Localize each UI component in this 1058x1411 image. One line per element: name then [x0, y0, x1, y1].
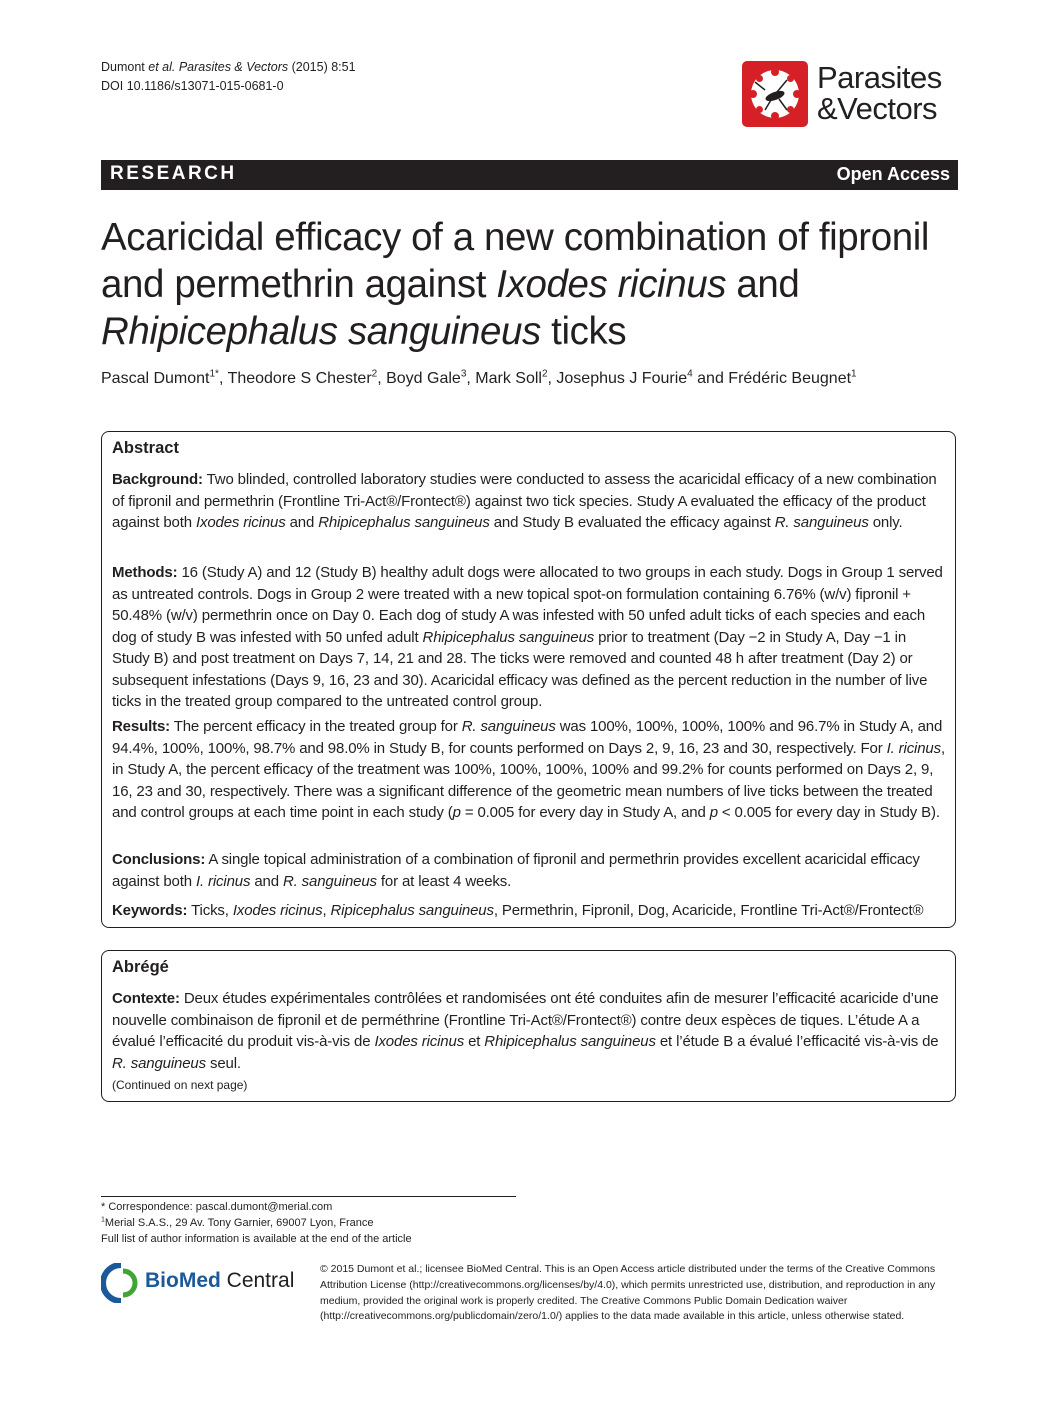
correspondence[interactable]: * Correspondence: pascal.dumont@merial.com [101, 1201, 333, 1213]
journal-logo-line2: &Vectors [817, 91, 938, 126]
abstract-conclusions: Conclusions: A single topical administration of a combination of fipronil and permethrin provides excellent acaricidal efficacy against both I. ricinus and R. sanguineus for at least 4 weeks. [112, 851, 920, 890]
author[interactable]: Frédéric Beugnet$^1$ [728, 368, 857, 387]
abstract-results: Results: The percent efficacy in the treated group for R. sanguineus was 100%, 100%, 100%, 100% and 96.7% in Study A, and 94.4%, 100%, 100%, 98.7% and 98.0% in Study B, for counts performed on Days 2, 9, 16, 23 and 30, respectively. For I. ricinus, in Study A, the percent efficacy of the treatment was 100%, 100%, 100%, 100% and 99.2% for counts performed on Days 2, 9, 16, 23 and 30, respectively. There was a significant difference of the geometric mean numbers of live ticks between the treated and control groups at each time point in each study (p = 0.005 for every day in Study A, and p < 0.005 for every day in Study B). [112, 718, 945, 821]
open-access-label: Open Access [836, 164, 950, 184]
article-type-banner [101, 160, 958, 190]
journal-logo [741, 60, 961, 130]
footnote-rule [101, 1196, 516, 1197]
article-title: Acaricidal efficacy of a new combination of fipronil and permethrin against Ixodes ricinus and Rhipicephalus sanguineus ticks [101, 216, 930, 353]
author[interactable]: Theodore S Chester$^2$ [227, 368, 378, 387]
abrege-heading: Abrégé [112, 958, 169, 976]
citation [101, 58, 356, 96]
author[interactable]: Josephus J Fourie$^4$ [556, 368, 693, 387]
biomed-central-icon [101, 1263, 141, 1303]
author[interactable]: Boyd Gale$^3$ [386, 368, 467, 387]
doi[interactable]: DOI 10.1186/s13071-015-0681-0 [101, 79, 284, 93]
affiliation: $^1$Merial S.A.S., 29 Av. Tony Garnier, 69007 Lyon, France [101, 1216, 374, 1229]
article-type: RESEARCH [110, 163, 237, 184]
author[interactable]: Pascal Dumont$^{1*}$ [101, 368, 219, 387]
publisher-name: BioMed Central [145, 1269, 295, 1292]
abstract-methods: Methods: 16 (Study A) and 12 (Study B) healthy adult dogs were allocated to two groups in each study. Dogs in Group 1 served as untreated controls. Dogs in Group 2 were treated with a new topical spot-on formulation containing 6.76% (w/v) fipronil + 50.48% (w/v) permethrin once on Day 0. Each dog of study A was infested with 50 unfed adult ticks of each species and each dog of study B was infested with 50 unfed adult Rhipicephalus sanguineus prior to treatment (Day −2 in Study A, Day −1 in Study B) and post treatment on Days 7, 14, 21 and 28. The ticks were removed and counted 48 h after treatment (Day 2) or subsequent infestations (Days 9, 16, 23 and 30). Acaricidal efficacy was defined as the percent reduction in the number of live ticks in the treated group compared to the untreated control group. [112, 564, 943, 710]
abrege-contexte: Contexte: Deux études expérimentales contrôlées et randomisées ont été conduites afin de mesurer l’efficacité acaricide d’une nouvelle combinaison de fipronil et de perméthrine (Frontline Tri-Act®/Frontect®) contre deux espèces de tiques. L’étude A a évalué l’efficacité du produit vis-à-vis de Ixodes ricinus et Rhipicephalus sanguineus et l’étude B a évalué l’efficacité vis-à-vis de R. sanguineus seul. [112, 990, 939, 1072]
abrege-box [101, 950, 956, 1102]
author-info-note: Full list of author information is available at the end of the article [101, 1233, 412, 1245]
publisher-logo[interactable] [101, 1263, 301, 1303]
abstract-heading: Abstract [112, 439, 179, 457]
journal-logo-text [817, 62, 942, 124]
continued-note: (Continued on next page) [112, 1078, 248, 1092]
abstract-box [101, 431, 956, 928]
author-list: Pascal Dumont$^{1*}$, Theodore S Chester$^2$, Boyd Gale$^3$, Mark Soll$^2$, Josephus J Fourie$^4$ and Frédéric Beugnet$^1$ [101, 368, 857, 387]
abstract-keywords: Keywords: Ticks, Ixodes ricinus, Ripicephalus sanguineus, Permethrin, Fipronil, Dog, Acaricide, Frontline Tri-Act®/Frontect® [112, 902, 924, 919]
abstract-background: Background: Two blinded, controlled laboratory studies were conducted to assess the acaricidal efficacy of a new combination of fipronil and permethrin (Frontline Tri-Act®/Frontect®) against two tick species. Study A evaluated the efficacy of the product against both Ixodes ricinus and Rhipicephalus sanguineus and Study B evaluated the efficacy against R. sanguineus only. [112, 471, 937, 531]
citation-line: Dumont et al. Parasites & Vectors (2015) 8:51 [101, 60, 356, 74]
author[interactable]: Mark Soll$^2$ [475, 368, 548, 387]
license-text: © 2015 Dumont et al.; licensee BioMed Central. This is an Open Access article distributed under the terms of the Creative Commons Attribution License (http://creativecommons.org/licenses/by/4.0), which permits unrestricted use, distribution, and reproduction in any medium, provided the original work is properly credited. The Creative Commons Public Domain Dedication waiver (http://creativecommons.org/publicdomain/zero/1.0/) applies to the data made available in this article, unless otherwise stated. [320, 1263, 936, 1323]
journal-logo-line1: Parasites [817, 60, 942, 95]
journal-emblem-icon [741, 60, 809, 128]
